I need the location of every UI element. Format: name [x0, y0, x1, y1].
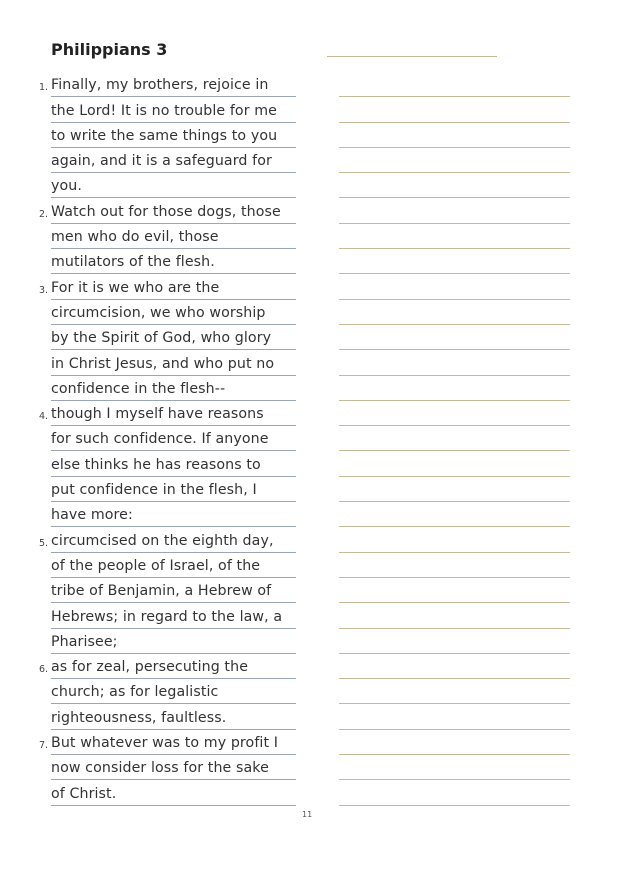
writing-line[interactable] [339, 603, 570, 628]
verse-row [0, 72, 300, 97]
writing-line[interactable] [339, 451, 570, 476]
verse-row [0, 97, 300, 122]
writing-line[interactable] [339, 198, 570, 223]
verse-text-line: else thinks he has reasons to [51, 452, 296, 477]
verse-text-line: the Lord! It is no trouble for me [51, 98, 296, 123]
verse-number: 7. [39, 740, 49, 752]
verse-row [0, 629, 300, 654]
verse-row [0, 502, 300, 527]
verse-row [0, 553, 300, 578]
verse-row [0, 654, 300, 679]
verse-row [0, 350, 300, 375]
verse-row [0, 679, 300, 704]
writing-line[interactable] [339, 654, 570, 679]
verse-text-line: men who do evil, those [51, 224, 296, 249]
verse-row [0, 148, 300, 173]
verse-text-line: circumcision, we who worship [51, 300, 296, 325]
verse-text-line: But whatever was to my profit I [51, 730, 296, 755]
verse-row [0, 300, 300, 325]
verse-text-line: now consider loss for the sake [51, 755, 296, 780]
verse-text-line: put confidence in the flesh, I [51, 477, 296, 502]
writing-line[interactable] [339, 350, 570, 375]
writing-line[interactable] [339, 553, 570, 578]
verse-row [0, 325, 300, 350]
verse-text-line: church; as for legalistic [51, 679, 296, 704]
verse-row [0, 704, 300, 729]
writing-line[interactable] [339, 502, 570, 527]
writing-line[interactable] [339, 679, 570, 704]
verse-text-line: of the people of Israel, of the [51, 553, 296, 578]
verse-row [0, 249, 300, 274]
verse-text-line: For it is we who are the [51, 275, 296, 300]
title-writing-line [327, 56, 497, 57]
verse-row [0, 755, 300, 780]
verse-text-line: Hebrews; in regard to the law, a [51, 604, 296, 629]
writing-line[interactable] [339, 97, 570, 122]
verse-row [0, 401, 300, 426]
writing-line[interactable] [339, 376, 570, 401]
verse-text-line: righteousness, faultless. [51, 705, 296, 730]
page-number: 11 [302, 810, 313, 819]
verse-text-line: have more: [51, 502, 296, 527]
verse-text-line: Finally, my brothers, rejoice in [51, 72, 296, 97]
writing-line[interactable] [339, 72, 570, 97]
verse-text-line: by the Spirit of God, who glory [51, 325, 296, 350]
writing-line[interactable] [339, 780, 570, 805]
writing-line[interactable] [339, 274, 570, 299]
verse-row [0, 426, 300, 451]
writing-lines-column [339, 72, 570, 806]
verse-row [0, 274, 300, 299]
verse-text-line: Pharisee; [51, 629, 296, 654]
verse-text-line: you. [51, 173, 296, 198]
verse-text-line: though I myself have reasons [51, 401, 296, 426]
verse-row [0, 730, 300, 755]
verse-number: 1. [39, 82, 49, 94]
verse-row [0, 198, 300, 223]
writing-line[interactable] [339, 401, 570, 426]
writing-line[interactable] [339, 730, 570, 755]
verse-number: 2. [39, 208, 49, 220]
writing-line[interactable] [339, 629, 570, 654]
verse-column [0, 72, 300, 806]
verse-number: 6. [39, 664, 49, 676]
verse-row [0, 578, 300, 603]
verse-row [0, 780, 300, 805]
writing-line[interactable] [339, 249, 570, 274]
verse-text-line: in Christ Jesus, and who put no [51, 351, 296, 376]
verse-text-line: mutilators of the flesh. [51, 249, 296, 274]
writing-line[interactable] [339, 325, 570, 350]
verse-number: 4. [39, 411, 49, 423]
verse-text-line: as for zeal, persecuting the [51, 654, 296, 679]
page-title: Philippians 3 [51, 40, 168, 59]
verse-row [0, 603, 300, 628]
writing-line[interactable] [339, 477, 570, 502]
writing-line[interactable] [339, 527, 570, 552]
verse-row [0, 376, 300, 401]
verse-text-line: circumcised on the eighth day, [51, 528, 296, 553]
writing-line[interactable] [339, 173, 570, 198]
writing-line[interactable] [339, 755, 570, 780]
verse-text-line: to write the same things to you [51, 123, 296, 148]
verse-row [0, 173, 300, 198]
verse-text-line: again, and it is a safeguard for [51, 148, 296, 173]
writing-line[interactable] [339, 578, 570, 603]
verse-text-line: of Christ. [51, 781, 296, 806]
writing-line[interactable] [339, 148, 570, 173]
verse-number: 3. [39, 284, 49, 296]
writing-line[interactable] [339, 123, 570, 148]
verse-number: 5. [39, 537, 49, 549]
verse-row [0, 451, 300, 476]
writing-line[interactable] [339, 426, 570, 451]
verse-row [0, 224, 300, 249]
verse-text-line: confidence in the flesh-- [51, 376, 296, 401]
verse-text-line: tribe of Benjamin, a Hebrew of [51, 578, 296, 603]
verse-text-line: Watch out for those dogs, those [51, 199, 296, 224]
writing-line[interactable] [339, 300, 570, 325]
verse-row [0, 123, 300, 148]
verse-row [0, 527, 300, 552]
writing-line[interactable] [339, 704, 570, 729]
verse-text-line: for such confidence. If anyone [51, 426, 296, 451]
writing-line[interactable] [339, 224, 570, 249]
verse-row [0, 477, 300, 502]
